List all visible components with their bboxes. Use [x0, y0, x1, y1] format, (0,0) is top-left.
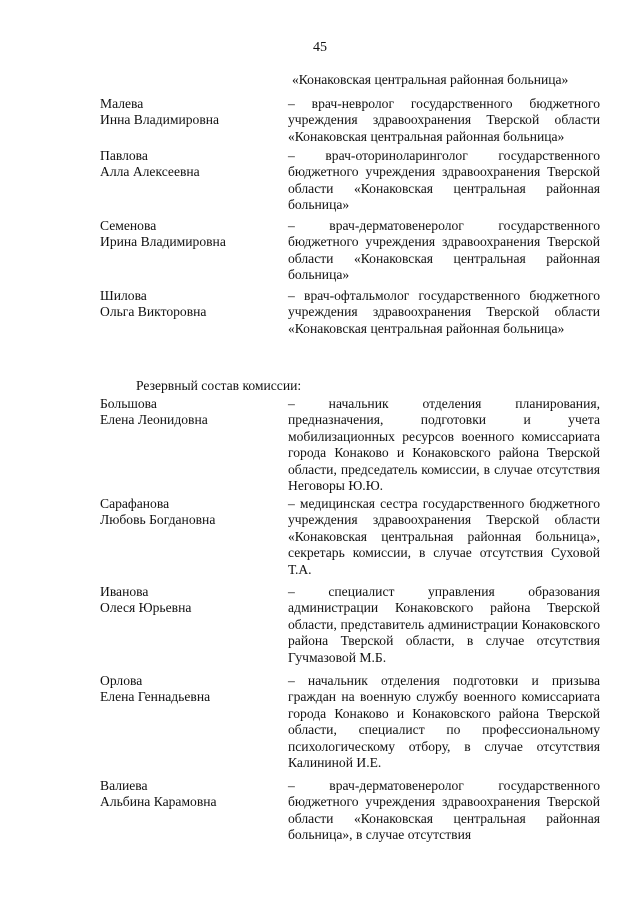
reserve-name: [100, 496, 280, 529]
member-role: – врач-оториноларинголог государственного бюджетного учреждения здравоохранения Тверской области «Конаковская центральная районная больница»: [288, 148, 600, 213]
reserve-given-name: Любовь Богдановна: [100, 512, 216, 528]
page-number: 45: [313, 40, 327, 55]
reserve-surname: Валиева: [100, 778, 148, 793]
reserve-given-name: Елена Геннадьевна: [100, 689, 211, 705]
reserve-name: [100, 673, 280, 706]
reserve-given-name: Олеся Юрьевна: [100, 600, 192, 616]
reserve-role: – медицинская сестра государственного бюджетного учреждения здравоохранения Тверской области «Конаковская центральная районная больница», секретарь комиссии, в случае отсутствия Суховой Т.А.: [288, 496, 600, 577]
member-given-name: Ирина Владимировна: [100, 234, 226, 250]
member-surname: Павлова: [100, 148, 148, 163]
member-surname: Малева: [100, 96, 144, 111]
member-given-name: Инна Владимировна: [100, 112, 220, 128]
reserve-name: [100, 584, 280, 617]
member-name: [100, 148, 280, 181]
member-role: – врач-дерматовенеролог государственного бюджетного учреждения здравоохранения Тверской области «Конаковская центральная районная больница»: [288, 218, 600, 283]
reserve-surname: Орлова: [100, 673, 143, 688]
member-surname: Семенова: [100, 218, 157, 233]
reserve-role: – начальник отделения планирования, предназначения, подготовки и учета мобилизационных ресурсов военного комиссариата города Конаково и Конаковского района Тверской области, председатель комиссии, в случае отсутствия Неговоры Ю.Ю.: [288, 396, 600, 494]
reserve-heading: Резервный состав комиссии:: [136, 378, 302, 393]
member-given-name: Алла Алексеевна: [100, 164, 200, 180]
member-role: – врач-офтальмолог государственного бюджетного учреждения здравоохранения Тверской области «Конаковская центральная районная больница»: [288, 288, 600, 336]
member-name: [100, 96, 280, 129]
reserve-name: [100, 778, 280, 811]
member-name: [100, 288, 280, 321]
reserve-surname: Большова: [100, 396, 157, 411]
reserve-given-name: Елена Леонидовна: [100, 412, 208, 428]
member-role: – врач-невролог государственного бюджетного учреждения здравоохранения Тверской области «Конаковская центральная районная больница»: [288, 96, 600, 144]
reserve-given-name: Альбина Карамовна: [100, 794, 217, 810]
member-name: [100, 218, 280, 251]
member-given-name: Ольга Викторовна: [100, 304, 207, 320]
reserve-surname: Сарафанова: [100, 496, 170, 511]
reserve-role: – врач-дерматовенеролог государственного бюджетного учреждения здравоохранения Тверской области «Конаковская центральная районная больница», в случае отсутствия: [288, 778, 600, 843]
reserve-name: [100, 396, 280, 429]
reserve-role: – начальник отделения подготовки и призыва граждан на военную службу военного комиссариата города Конаково и Конаковского района Тверской области, специалист по профессиональному психологическому отбору, в случае отсутствия Калининой И.Е.: [288, 673, 600, 771]
reserve-surname: Иванова: [100, 584, 149, 599]
reserve-role: – специалист управления образования администрации Конаковского района Тверской области, представитель администрации Конаковского района Тверской области, в случае отсутствия Гучмазовой М.Б.: [288, 584, 600, 665]
continuation-line: «Конаковская центральная районная больница»: [292, 72, 569, 87]
member-surname: Шилова: [100, 288, 147, 303]
